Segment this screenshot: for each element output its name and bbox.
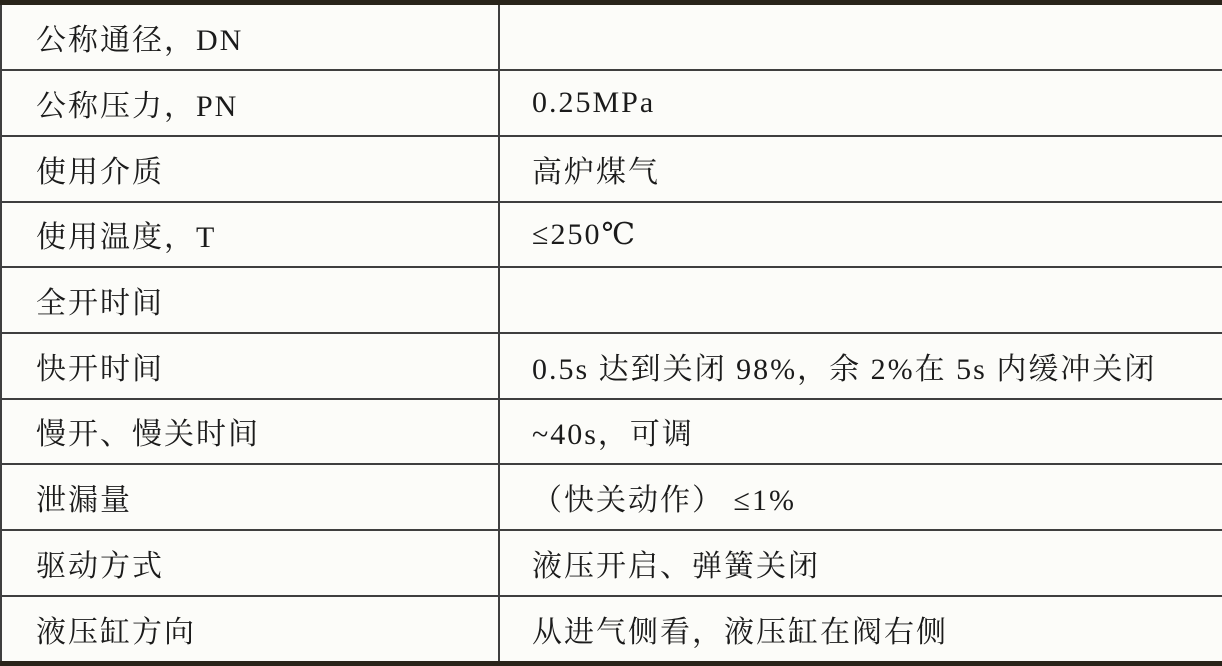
spec-label: 泄漏量 xyxy=(1,464,499,530)
table-row xyxy=(1,333,1222,399)
spec-label: 快开时间 xyxy=(1,333,499,399)
spec-value xyxy=(499,3,1222,71)
table-row xyxy=(1,464,1222,530)
spec-value: 液压开启、弹簧关闭 xyxy=(499,530,1222,596)
table-row xyxy=(1,399,1222,465)
spec-label: 使用介质 xyxy=(1,136,499,202)
spec-label: 驱动方式 xyxy=(1,530,499,596)
spec-value: 从进气侧看，液压缸在阀右侧 xyxy=(499,596,1222,664)
table-row xyxy=(1,3,1222,71)
table-row xyxy=(1,596,1222,664)
spec-value: ~40s，可调 xyxy=(499,399,1222,465)
spec-label: 液压缸方向 xyxy=(1,596,499,664)
spec-label: 全开时间 xyxy=(1,267,499,333)
table-row xyxy=(1,70,1222,136)
spec-value: 0.25MPa xyxy=(499,70,1222,136)
spec-value: 高炉煤气 xyxy=(499,136,1222,202)
spec-label: 公称通径，DN xyxy=(1,3,499,71)
spec-value: ≤250℃ xyxy=(499,202,1222,268)
spec-label: 公称压力，PN xyxy=(1,70,499,136)
table-row xyxy=(1,530,1222,596)
spec-value xyxy=(499,267,1222,333)
spec-label: 使用温度，T xyxy=(1,202,499,268)
table-row xyxy=(1,136,1222,202)
table-row xyxy=(1,202,1222,268)
table-row xyxy=(1,267,1222,333)
spec-value: 0.5s 达到关闭 98%，余 2%在 5s 内缓冲关闭 xyxy=(499,333,1222,399)
spec-label: 慢开、慢关时间 xyxy=(1,399,499,465)
spec-value: （快关动作） ≤1% xyxy=(499,464,1222,530)
